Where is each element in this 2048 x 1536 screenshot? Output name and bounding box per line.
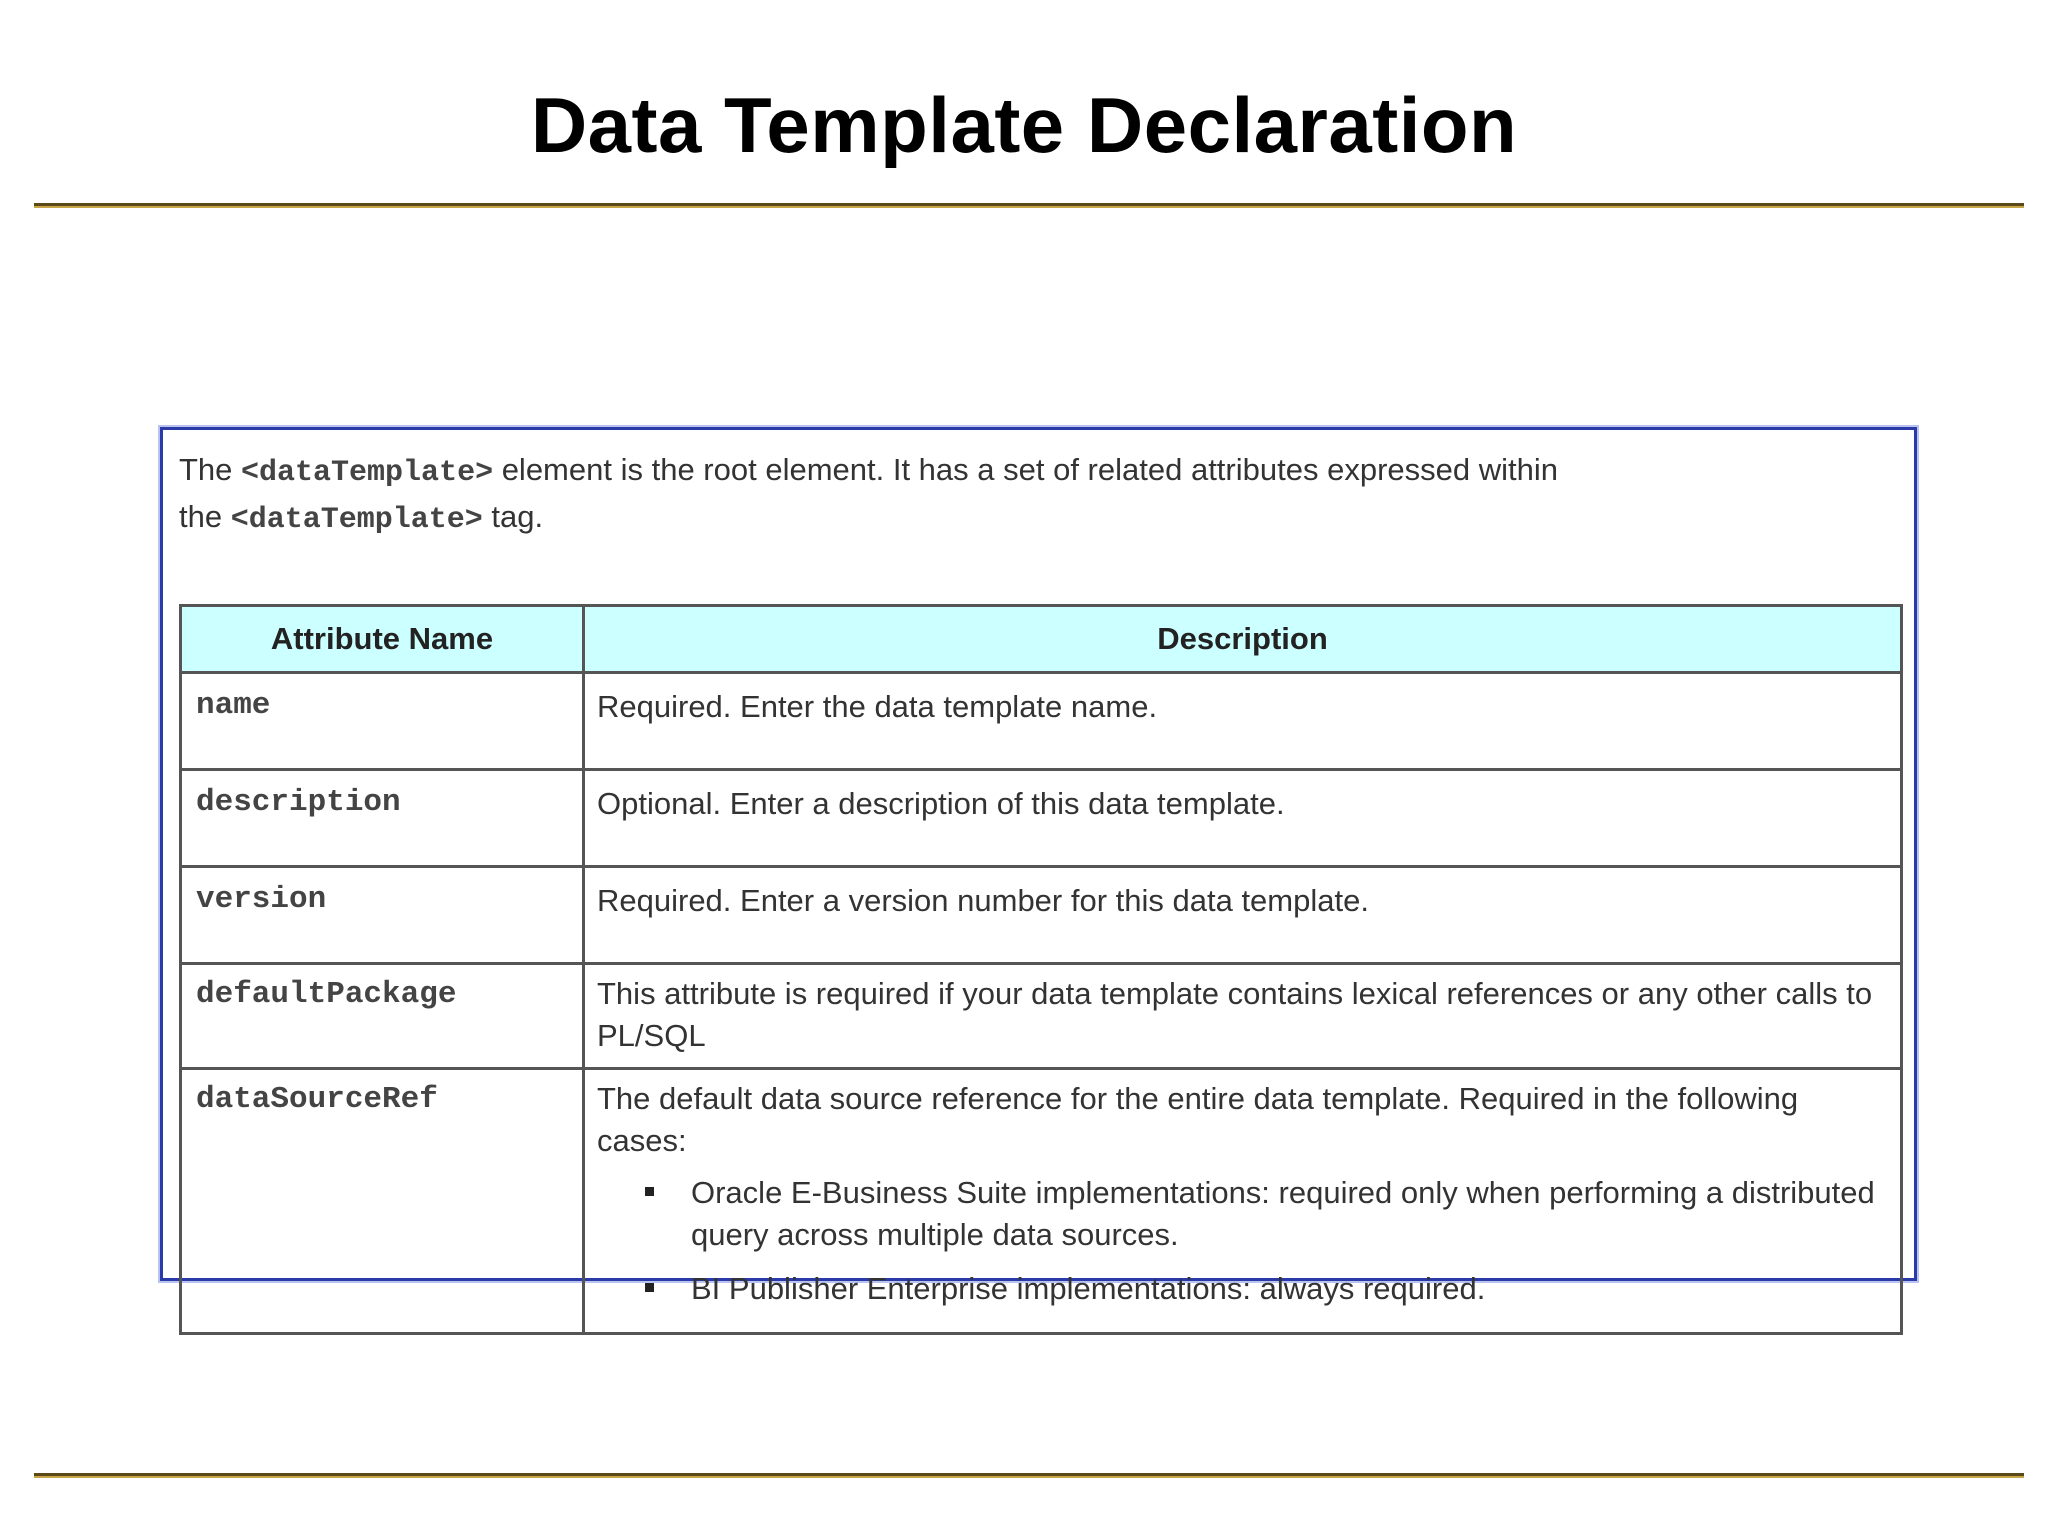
intro-text-2: element is the root element. It has a set of related attributes expressed within: [493, 452, 1558, 487]
attribute-name-cell: version: [181, 867, 584, 964]
header-attribute-name: Attribute Name: [181, 606, 584, 673]
intro-text-1: The: [179, 452, 242, 487]
intro-text-3: the: [179, 499, 231, 534]
square-bullet-icon: [645, 1187, 654, 1196]
bullet-item: [597, 1172, 1888, 1256]
square-bullet-icon: [645, 1283, 654, 1292]
bottom-divider: [34, 1473, 2024, 1478]
attribute-description-cell: [584, 1069, 1902, 1334]
description-text: The default data source reference for the entire data template. Required in the following cases:: [597, 1081, 1799, 1158]
header-description: Description: [584, 606, 1902, 673]
attribute-description-cell: Required. Enter the data template name.: [584, 673, 1902, 770]
attribute-table: [179, 604, 1903, 1335]
attribute-description-cell: Optional. Enter a description of this data template.: [584, 770, 1902, 867]
attribute-description-cell: Required. Enter a version number for this data template.: [584, 867, 1902, 964]
table-row: [181, 1069, 1902, 1334]
description-bullet-list: [597, 1172, 1888, 1310]
attribute-name-cell: defaultPackage: [181, 964, 584, 1069]
attribute-name-cell: dataSourceRef: [181, 1069, 584, 1334]
slide-title: Data Template Declaration: [530, 81, 1518, 169]
intro-paragraph: [179, 448, 1879, 542]
bullet-text: Oracle E-Business Suite implementations: required only when performing a distributed query across multiple data sources.: [691, 1175, 1875, 1252]
content-box: [160, 427, 1917, 1306]
bullet-text: BI Publisher Enterprise implementations: always required.: [691, 1271, 1486, 1306]
attribute-name-cell: description: [181, 770, 584, 867]
intro-code-2: <dataTemplate>: [230, 503, 483, 537]
attribute-description-cell: This attribute is required if your data template contains lexical references or any other calls to PL/SQL: [584, 964, 1902, 1069]
table-row: [181, 964, 1902, 1069]
top-divider: [34, 203, 2024, 208]
intro-text-4: tag.: [482, 499, 544, 534]
table-row: [181, 673, 1902, 770]
table-row: [181, 867, 1902, 964]
attribute-name-cell: name: [181, 673, 584, 770]
intro-code-1: <dataTemplate>: [241, 456, 494, 490]
table-header-row: [181, 606, 1902, 673]
table-row: [181, 770, 1902, 867]
bullet-item: [597, 1268, 1888, 1310]
